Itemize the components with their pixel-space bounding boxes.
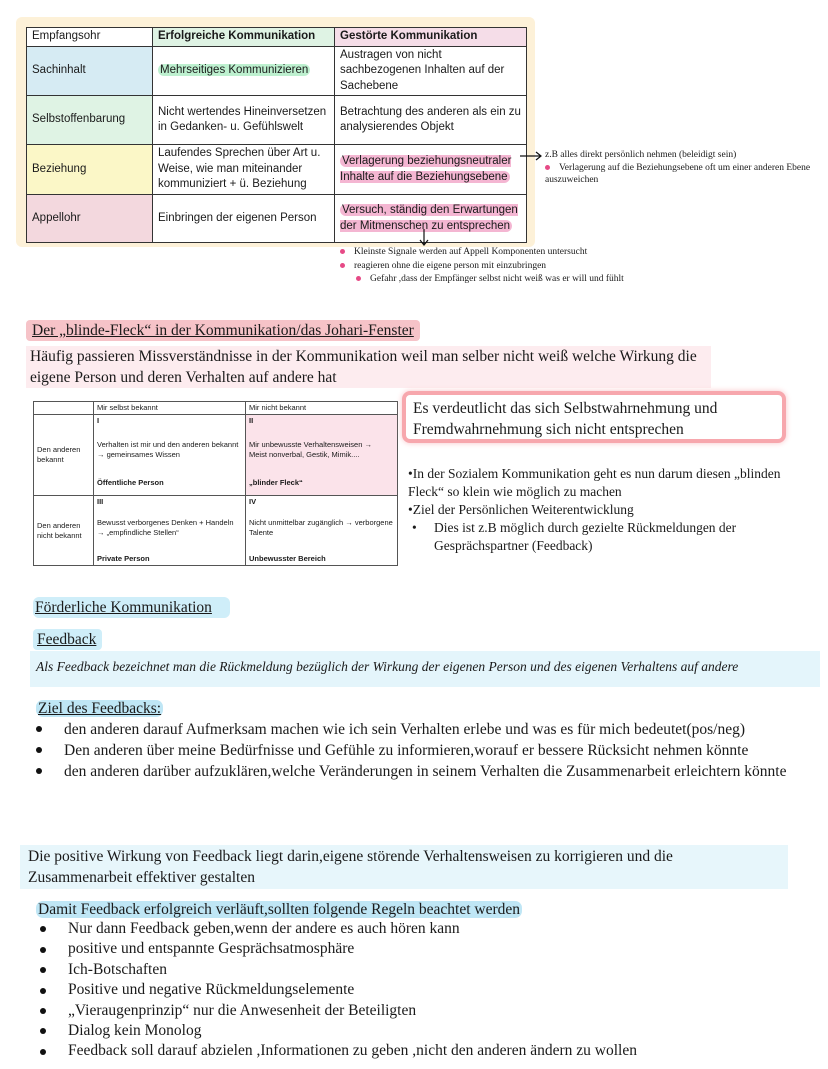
list-item: Positive und negative Rückmeldungselemente xyxy=(40,980,800,1000)
erfolg-cell: Einbringen der eigenen Person xyxy=(153,195,335,243)
appell-note: reagieren ohne die eigene person mit einzubringen xyxy=(340,260,760,274)
erfolg-cell: Nicht wertendes Hineinversetzen in Gedanken- u. Gefühlswelt xyxy=(153,96,335,145)
bullet-icon xyxy=(340,249,345,254)
list-item: positive und entspannte Gesprächsatmosphäre xyxy=(40,939,800,959)
list-item: Den anderen über meine Bedürfnisse und Gefühle zu informieren,worauf er bessere Rücksicht nehmen könnte xyxy=(36,740,796,761)
bullet-icon xyxy=(356,276,361,281)
johari-table xyxy=(33,401,398,566)
feedback-definition: Als Feedback bezeichnet man die Rückmeldung bezüglich der Wirkung der eigenen Person und des eigenen Verhaltens auf andere xyxy=(36,659,739,674)
quadrant-3: III Bewusst verborgenes Denken + Handeln → „empfindliche Stellen“ Private Person xyxy=(94,496,246,566)
bullet-icon xyxy=(40,947,46,953)
empfangsohr-table xyxy=(26,27,527,243)
quadrant-1: I Verhalten ist mir und den anderen bekannt → gemeinsames Wissen Öffentliche Person xyxy=(94,415,246,496)
regeln-title: Damit Feedback erfolgreich verläuft,sollten folgende Regeln beachtet werden xyxy=(38,901,521,918)
list-item: „Vieraugenprinzip“ nur die Anwesenheit der Beteiligten xyxy=(40,1001,800,1021)
list-item: Ich-Botschaften xyxy=(40,960,800,980)
gestoert-text: Versuch, ständig den Erwartungen der Mitmenschen zu entsprechen xyxy=(340,204,518,232)
foerderlich-title: Förderliche Kommunikation xyxy=(33,597,230,618)
list-item: den anderen darüber aufzuklären,welche Veränderungen in seinem Verhalten die Zusammenarbeit erleichtern könnte xyxy=(36,761,796,782)
bullet-icon xyxy=(545,165,550,170)
appell-note: Kleinste Signale werden auf Appell Komponenten untersucht xyxy=(340,246,760,260)
ohr-cell: Sachinhalt xyxy=(27,46,153,96)
bullet-icon xyxy=(36,747,42,753)
appell-notes xyxy=(340,246,760,287)
list-item: Feedback soll darauf abzielen ,Informationen zu geben ,nicht den anderen ändern zu wollen xyxy=(40,1041,800,1061)
ziel-title: Ziel des Feedbacks: xyxy=(38,700,162,717)
table-row xyxy=(27,145,527,195)
wirkung-text: Die positive Wirkung von Feedback liegt darin,eigene störende Verhaltensweisen zu korrigieren und die Zusammenarbeit effektiver gestalten xyxy=(20,845,788,889)
table-row xyxy=(27,96,527,145)
ohr-cell: Selbstoffenbarung xyxy=(27,96,153,145)
ohr-cell: Appellohr xyxy=(27,195,153,243)
johari-intro: Häufig passieren Missverständnisse in der Kommunikation weil man selber nicht weiß welche Wirkung die eigene Person und deren Verhalten auf andere hat xyxy=(26,346,711,388)
table-row xyxy=(27,195,527,243)
gestoert-text: Verlagerung beziehungsneutraler Inhalte auf die Beziehungsebene xyxy=(340,155,512,183)
johari-note: •In der Sozialem Kommunikation geht es nun darum diesen „blinden Fleck“ so klein wie möglich zu machen xyxy=(408,466,781,499)
header-erfolgreich: Erfolgreiche Kommunikation xyxy=(153,28,335,47)
bullet-icon xyxy=(40,1008,46,1014)
list-item: Dialog kein Monolog xyxy=(40,1021,800,1041)
regeln-list xyxy=(40,919,800,1062)
gestoert-cell xyxy=(335,195,527,243)
header-empfangsohr: Empfangsohr xyxy=(27,28,153,47)
row-header: Den anderen nicht bekannt xyxy=(34,496,94,566)
quadrant-4: IV Nicht unmittelbar zugänglich → verborgene Talente Unbewusster Bereich xyxy=(246,496,398,566)
table-row xyxy=(27,46,527,96)
bullet-icon xyxy=(40,926,46,932)
corner-cell xyxy=(34,402,94,415)
johari-notes xyxy=(408,465,803,555)
quadrant-2: II Mir unbewusste Verhaltensweisen → Meist nonverbal, Gestik, Mimik.... „blinder Fleck“ xyxy=(246,415,398,496)
gestoert-cell: Betrachtung des anderen als ein zu analysierendes Objekt xyxy=(335,96,527,145)
row-header: Den anderen bekannt xyxy=(34,415,94,496)
bullet-icon xyxy=(40,1049,46,1055)
feedback-title: Feedback xyxy=(33,629,102,650)
erfolg-cell xyxy=(153,46,335,96)
list-item: Nur dann Feedback geben,wenn der andere es auch hören kann xyxy=(40,919,800,939)
johari-note: •Ziel der Persönlichen Weiterentwicklung xyxy=(408,502,634,517)
bullet-icon xyxy=(340,263,345,268)
erfolg-text: Mehrseitiges Kommunizieren xyxy=(160,64,309,76)
header-gestoert: Gestörte Kommunikation xyxy=(335,28,527,47)
ziele-list xyxy=(36,719,796,782)
bullet-icon xyxy=(36,726,42,732)
johari-note: • Dies ist z.B möglich durch gezielte Rückmeldungen der Gesprächspartner (Feedback) xyxy=(412,520,737,553)
appell-note: Gefahr ,dass der Empfänger selbst nicht weiß was er will und fühlt xyxy=(340,273,760,287)
col-header: Mir selbst bekannt xyxy=(94,402,246,415)
side-note-line2-wrap xyxy=(545,162,815,187)
bullet-icon xyxy=(40,1028,46,1034)
ohr-cell: Beziehung xyxy=(27,145,153,195)
bullet-icon xyxy=(36,768,42,774)
side-note-line2: Verlagerung auf die Beziehungsebene oft um einer anderen Ebene auszuweichen xyxy=(545,162,811,185)
arrow-down-icon xyxy=(418,228,430,248)
gestoert-cell xyxy=(335,145,527,195)
johari-title: Der „blinde-Fleck“ in der Kommunikation/das Johari-Fenster xyxy=(26,320,420,341)
bullet-icon xyxy=(40,967,46,973)
side-note xyxy=(545,149,815,187)
johari-box: Es verdeutlicht das sich Selbstwahrnehmung und Fremdwahrnehmung sich nicht entsprechen xyxy=(402,391,786,443)
col-header: Mir nicht bekannt xyxy=(246,402,398,415)
list-item: den anderen darauf Aufmerksam machen wie ich sein Verhalten erlebe und was es für mich bedeutet(pos/neg) xyxy=(36,719,796,740)
gestoert-cell: Austragen von nicht sachbezogenen Inhalten auf der Sachebene xyxy=(335,46,527,96)
side-note-line1: z.B alles direkt persönlich nehmen (beleidigt sein) xyxy=(545,150,737,160)
erfolg-cell: Laufendes Sprechen über Art u. Weise, wie man miteinander kommuniziert + ü. Beziehung xyxy=(153,145,335,195)
arrow-right-icon xyxy=(519,150,545,162)
bullet-icon xyxy=(40,988,46,994)
